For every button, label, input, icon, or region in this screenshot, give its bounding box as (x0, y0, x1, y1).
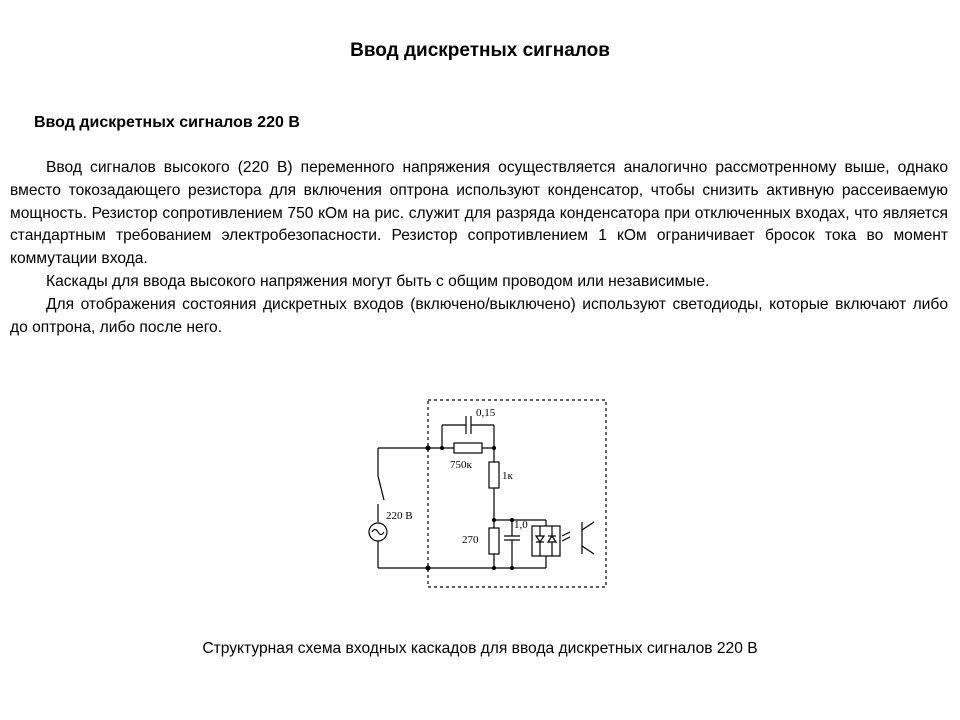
label-r270: 270 (462, 534, 479, 546)
label-cap-015: 0,15 (476, 407, 496, 419)
paragraph-1: Ввод сигналов высокого (220 В) переменного напряжения осуществляется аналогично рассмотренному выше, однако вместо токозадающего резистора для включения оптрона используют конденсатор, чтобы снизить активную рассеиваемую мощность. Резистор сопротивлением 750 кОм на рис. служит для разряда конденсатора при отключенных входах, что является стандартным требованием электробезопасности. Резистор сопротивлением 1 кОм ограничивает бросок тока во момент коммутации входа. (10, 159, 948, 268)
switch-contact (378, 476, 384, 500)
resistor-750k (454, 443, 482, 453)
optocoupler-diode-2 (548, 536, 556, 542)
optocoupler-diode-1 (536, 536, 544, 542)
label-r750: 750к (450, 459, 472, 471)
body-text (10, 157, 948, 339)
paragraph-2: Каскады для ввода высокого напряжения могут быть с общим проводом или независимые. (46, 272, 710, 290)
label-r1k: 1к (502, 470, 513, 482)
paragraph-3: Для отображения состояния дискретных входов (включено/выключено) используют светодиоды, которые включают либо до оптрона, либо после него. (10, 295, 948, 336)
page-title: Ввод дискретных сигналов (350, 40, 610, 61)
label-source: 220 В (386, 510, 413, 522)
resistor-1k (489, 462, 499, 488)
section-heading: Ввод дискретных сигналов 220 В (34, 114, 300, 131)
figure-caption: Структурная схема входных каскадов для ввода дискретных сигналов 220 В (202, 640, 758, 657)
circuit-schematic (360, 378, 620, 598)
module-boundary (428, 400, 606, 587)
circuit-diagram (360, 378, 620, 598)
resistor-270 (489, 528, 499, 554)
label-cap-10: 1,0 (514, 519, 528, 531)
